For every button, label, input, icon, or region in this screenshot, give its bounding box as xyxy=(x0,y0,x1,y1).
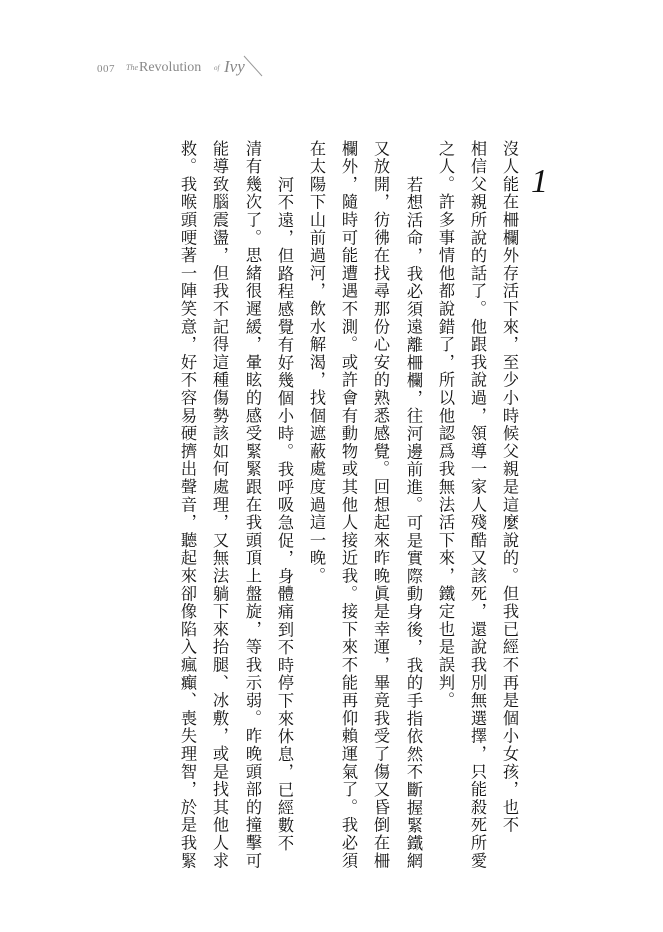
text-column: 能導致腦震盪，但我不記得這種傷勢該如何處理，又無法躺下來抬腿、冰敷，或是找其他人求 xyxy=(210,140,229,870)
text-column: 清有幾次了。思緒很遲緩，暈眩的感受緊緊跟在我頭頂上盤旋，等我示弱。昨晚頭部的撞擊可 xyxy=(243,140,262,870)
text-column: 相信父親所說的話了。他跟我說過，領導一家人殘酷又該死，還說我別無選擇，只能殺死所愛 xyxy=(468,140,487,870)
text-column: 救。我喉頭哽著一陣笑意，好不容易硬擠出聲音，聽起來卻像陷入瘋癲、喪失理智，於是我緊 xyxy=(178,140,197,870)
book-title-the: The xyxy=(126,63,138,72)
text-column: 沒人能在柵欄外存活下來，至少小時候父親是這麼說的。但我已經不再是個小女孩，也不 xyxy=(500,140,519,835)
text-column: 又放開，彷彿在找尋那份心安的熟悉感覺。回想起來昨晚眞是幸運，畢竟我受了傷又昏倒在柵 xyxy=(371,140,390,870)
text-column: 河不遠，但路程感覺有好幾個小時。我呼吸急促，身體痛到不時停下來休息，已經數不 xyxy=(275,176,294,853)
title-flourish-icon xyxy=(243,54,263,78)
body-text xyxy=(0,140,663,871)
book-title-ivy: Ivy xyxy=(224,57,245,76)
book-title-of: of xyxy=(214,64,220,72)
text-column: 若想活命，我必須遠離柵欄，往河邊前進。可是實際動身後，我的手指依然不斷握緊鐵網 xyxy=(404,176,423,871)
book-title-revolution: Revolution xyxy=(139,60,202,75)
chapter-number: 1 xyxy=(531,163,548,200)
text-column: 在太陽下山前過河，飲水解渴，找個遮蔽處度過這一晚。 xyxy=(307,140,326,585)
text-column: 之人。許多事情他都說錯了，所以他認爲我無法活下來，鐵定也是誤判。 xyxy=(436,140,455,710)
text-column: 欄外，隨時可能遭遇不測。或許會有動物或其他人接近我。接下來不能再仰賴運氣了。我必須 xyxy=(339,140,358,870)
page-number: 007 xyxy=(97,63,115,75)
